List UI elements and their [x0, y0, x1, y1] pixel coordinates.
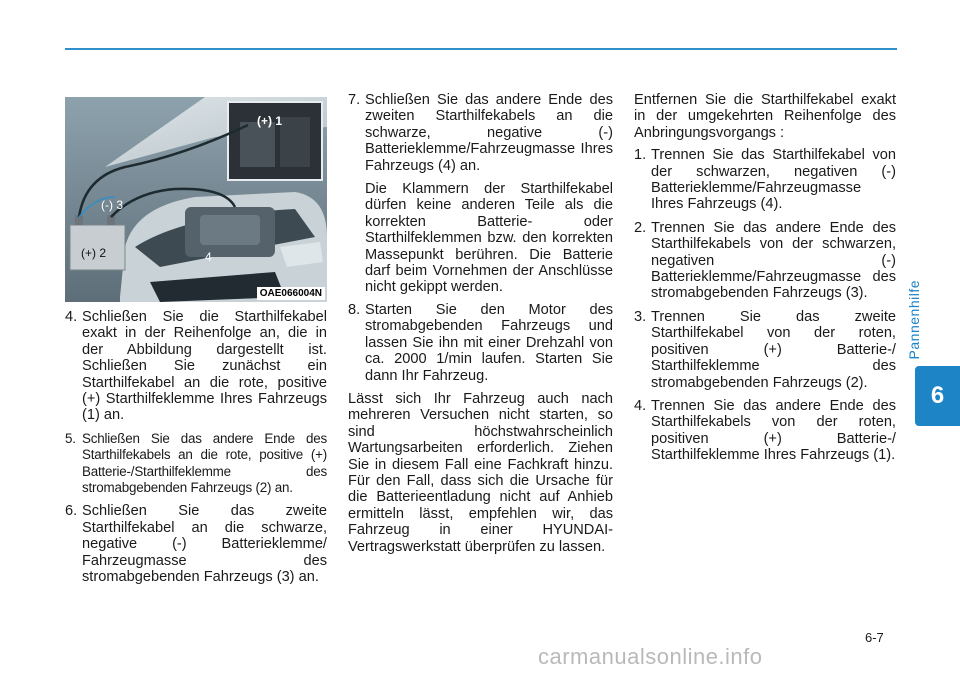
list-item: 2. Trennen Sie das andere Ende des Starthilfekabels von der schwarzen, negativen (-) Batterieklemme/Fahrzeugmasse des stromabgebenden Fahrzeugs (3).	[634, 219, 896, 302]
column-left	[65, 309, 327, 593]
column-right	[634, 92, 896, 471]
chapter-tab[interactable]: 6	[915, 366, 960, 426]
section-label: Pannenhilfe	[906, 280, 922, 360]
list-item: 3. Trennen Sie das zweite Starthilfekabel von der roten, positiven (+) Batterie-/ Starthilfeklemme des stromabgebenden Fahrzeugs (2).	[634, 308, 896, 391]
header-rule	[65, 48, 897, 50]
note-paragraph: Die Klammern der Starthilfekabel dürfen keine anderen Teile als die korrekten Batterie- oder Starthilfeklemmen bzw. den korrekten Massepunkt berühren. Die Batterie darf beim Vornehmen der Anschlüsse nicht gekippt werden.	[365, 181, 613, 296]
callout-1: (+) 1	[257, 114, 283, 128]
list-item: 5. Schließen Sie das andere Ende des Starthilfekabels an die rote, positive (+) Batterie-/Starthilfeklemme des stromabgebenden Fahrzeugs (2) an.	[65, 430, 327, 496]
callout-3: (-) 3	[101, 198, 123, 212]
column-middle	[348, 92, 613, 561]
jump-start-figure	[65, 97, 327, 302]
intro-paragraph: Entfernen Sie die Starthilfekabel exakt in der umgekehrten Reihenfolge des Anbringungsvorgangs :	[634, 92, 896, 141]
engine-bay-illustration	[65, 97, 327, 302]
figure-code: OAE066004N	[257, 287, 325, 300]
list-item: 7. Schließen Sie das andere Ende des zweiten Starthilfekabels an die schwarze, negative (-) Batterieklemme/Fahrzeugmasse Ihres Fahrzeugs (4) an.	[348, 92, 613, 174]
callout-4: 4	[205, 250, 212, 264]
watermark: carmanualsonline.info	[538, 644, 763, 669]
list-item: 4. Schließen Sie die Starthilfekabel exakt in der Reihenfolge an, die in der Abbildung dargestellt ist. Schließen Sie zunächst ein Starthilfekabel an die rote, positive (+) Starthilfeklemme Ihres Fahrzeugs (1) an.	[65, 309, 327, 424]
page-number: 6-7	[865, 630, 884, 645]
body-paragraph: Lässt sich Ihr Fahrzeug auch nach mehreren Versuchen nicht starten, so sind höchstwahrscheinlich Wartungsarbeiten erforderlich. Ziehen Sie in diesem Fall eine Fachkraft hinzu. Für den Fall, dass sich die Ursache für die Batterieentladung nicht auf Anhieb ermitteln lässt, empfehlen wir, das Fahrzeug in einer HYUNDAI-Vertragswerkstatt überprüfen zu lassen.	[348, 390, 613, 555]
list-item: 1. Trennen Sie das Starthilfekabel von der schwarzen, negativen (-) Batterieklemme/Fahrzeugmasse Ihres Fahrzeugs (4).	[634, 147, 896, 213]
list-item: 6. Schließen Sie das zweite Starthilfekabel an die schwarze, negative (-) Batterieklemme/ Fahrzeugmasse des stromabgebenden Fahrzeugs (3) an.	[65, 503, 327, 586]
list-item: 4. Trennen Sie das andere Ende des Starthilfekabels von der roten, positiven (+) Batterie-/ Starthilfeklemme Ihres Fahrzeugs (1).	[634, 397, 896, 464]
list-item: 8. Starten Sie den Motor des stromabgebenden Fahrzeugs und lassen Sie ihn mit einer Drehzahl von ca. 2000 1/min laufen. Starten Sie dann Ihr Fahrzeug.	[348, 301, 613, 384]
callout-2: (+) 2	[81, 246, 107, 260]
